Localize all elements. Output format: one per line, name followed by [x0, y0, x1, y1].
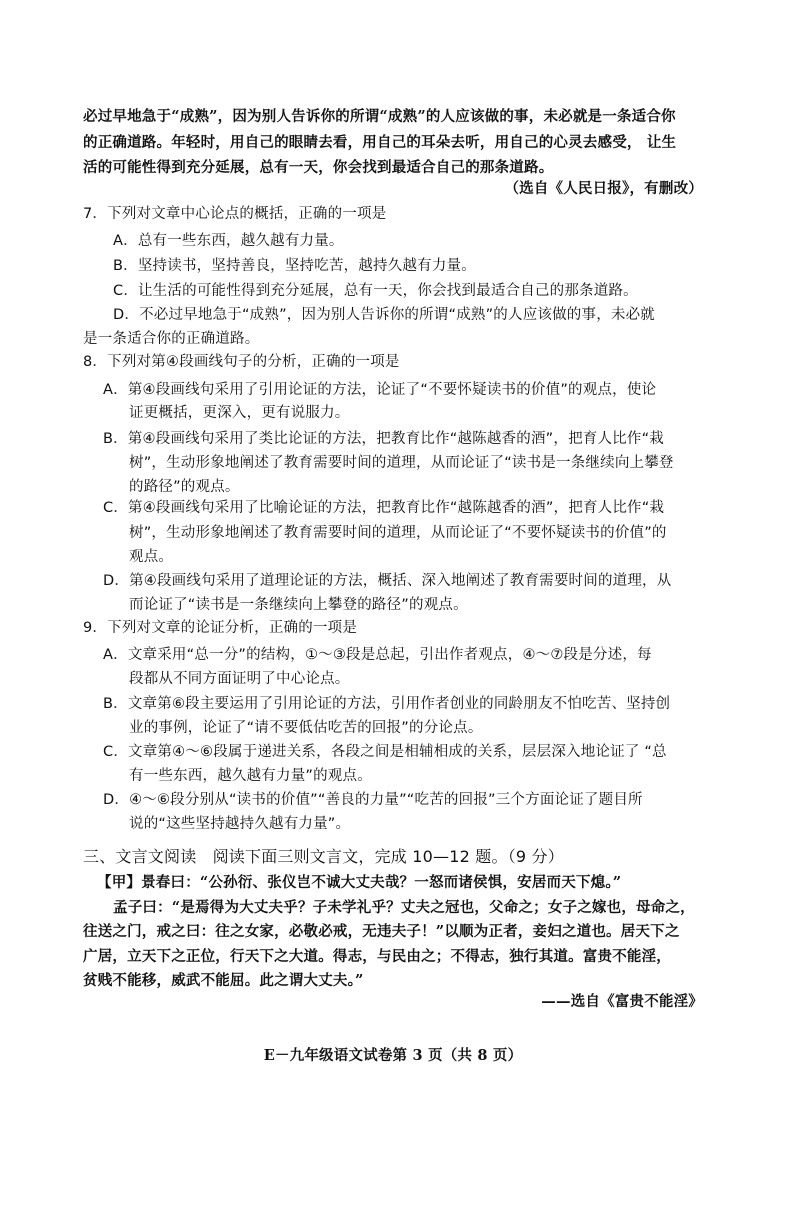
q8-stem: 8．下列对第④段画线句子的分析，正确的一项是: [83, 354, 400, 370]
page-footer: E－九年级语文试卷第 3 页（共 8 页）: [263, 1047, 523, 1064]
q9-stem: 9．下列对文章的论证分析，正确的一项是: [83, 620, 358, 636]
q8-option-c-cont: 观点。: [129, 549, 174, 565]
q7-option-d-cont: 是一条适合你的正确道路。: [83, 331, 260, 347]
classical-source: ——选自《富贵不能淫》: [541, 993, 703, 1010]
section-heading: 三、文言文阅读 阅读下面三则文言文，完成 10—12 题。（9 分）: [83, 847, 564, 866]
q7-option-c: C．让生活的可能性得到充分延展，总有一天，你会找到最适合自己的那条道路。: [113, 283, 638, 299]
classical-text-line: 孟子曰：“是焉得为大丈夫乎？子未学礼乎？丈夫之冠也，父命之；女子之嫁也，母命之，: [113, 899, 695, 916]
q9-option-c-cont: 有一些东西，越久越有力量”的观点。: [129, 768, 372, 784]
q9-option-d: D．④～⑥段分别从“读书的价值”“善良的力量”“吃苦的回报”三个方面论证了题目所: [103, 792, 643, 808]
q8-option-b-cont: 的路径”的观点。: [129, 479, 240, 495]
q8-option-a: A．第④段画线句采用了引用论证的方法，论证了“不要怀疑读书的价值”的观点，使论: [103, 382, 657, 398]
q9-option-a: A．文章采用“总一分”的结构，①～③段是总起，引出作者观点，④～⑦段是分述，每: [103, 647, 652, 663]
q8-option-b-cont: 树”，生动形象地阐述了教育需要时间的道理，从而论证了“读书是一条继续向上攀登: [129, 455, 674, 471]
q9-option-c: C．文章第④～⑥段属于递进关系，各段之间是相辅相成的关系，层层深入地论证了 “总: [103, 744, 667, 760]
q9-option-b: B．文章第⑥段主要运用了引用论证的方法，引用作者创业的同龄朋友不怕吃苦、坚持创: [103, 696, 671, 712]
passage-line: 的正确道路。年轻时，用自己的眼睛去看，用自己的耳朵去听，用自己的心灵去感受， 让生: [83, 134, 677, 151]
passage-line: 活的可能性得到充分延展，总有一天，你会找到最适合自己的那条道路。: [83, 159, 554, 176]
passage-source: （选自《人民日报》，有删改）: [504, 180, 703, 197]
q9-option-d-cont: 说的“这些坚持越持久越有力量”。: [129, 816, 351, 832]
q9-option-b-cont: 业的事例，论证了“请不要低估吃苦的回报”的分论点。: [129, 720, 483, 736]
q8-option-b: B．第④段画线句采用了类比论证的方法，把教育比作“越陈越香的酒”，把育人比作“栽: [103, 431, 664, 447]
q8-option-c: C．第④段画线句采用了比喻论证的方法，把教育比作“越陈越香的酒”，把育人比作“栽: [103, 500, 665, 516]
classical-text-line: 【甲】景春曰：“公孙衍、张仪岂不诚大丈夫哉？一怒而诸侯惧，安居而天下熄。”: [97, 874, 622, 891]
q7-stem: 7．下列对文章中心论点的概括，正确的一项是: [83, 206, 387, 222]
classical-text-line: 往送之门，戒之曰：往之女家，必敬必戒，无违夫子！”以顺为正者，妾妇之道也。居天下之: [83, 923, 680, 940]
q7-option-a: A．总有一些东西，越久越有力量。: [113, 233, 344, 249]
q8-option-a-cont: 证更概括，更深入，更有说服力。: [129, 405, 350, 421]
q9-option-a-cont: 段都从不同方面证明了中心论点。: [129, 671, 350, 687]
classical-text-line: 贫贱不能移，威武不能屈。此之谓大丈夫。”: [83, 972, 364, 989]
q8-option-c-cont: 树”，生动形象地阐述了教育需要时间的道理，从而论证了“不要怀疑读书的价值”的: [129, 525, 667, 541]
q8-option-d-cont: 而论证了“读书是一条继续向上攀登的路径”的观点。: [129, 597, 468, 613]
q7-option-d: D．不必过早地急于“成熟”，因为别人告诉你的所谓“成熟”的人应该做的事，未必就: [113, 307, 656, 323]
passage-line: 必过早地急于“成熟”，因为别人告诉你的所谓“成熟”的人应该做的事，未必就是一条适合你: [83, 108, 676, 125]
classical-text-line: 广居，立天下之正位，行天下之大道。得志，与民由之；不得志，独行其道。富贵不能淫，: [83, 948, 671, 965]
q8-option-d: D．第④段画线句采用了道理论证的方法，概括、深入地阐述了教育需要时间的道理，从: [103, 573, 672, 589]
q7-option-b: B．坚持读书，坚持善良，坚持吃苦，越持久越有力量。: [113, 258, 476, 274]
